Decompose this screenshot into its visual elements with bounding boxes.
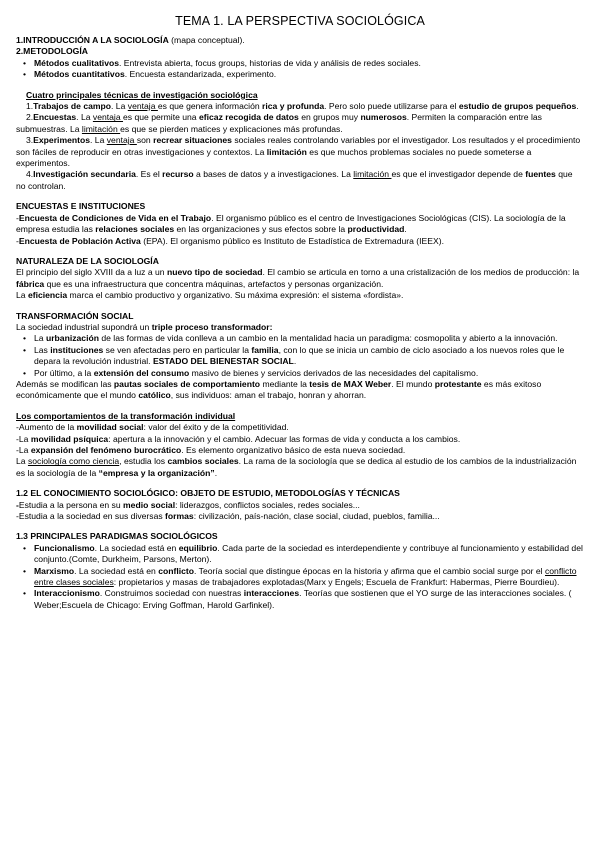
comportamientos-line-2: -La movilidad psíquica: apertura a la innovación y el cambio. Adecuar las formas de vida y conducta a los cambios.: [16, 433, 461, 444]
list-item: • Marxismo. La sociedad está en conflicto. Teoría social que distingue épocas en la historia y afirma que el cambio social surge por el conflicto entre clases sociales: propietarios y masas de trabajadores explotadas(Marx y Engels; Escuela de Frankfurt: Habermas, Pierre Bourdieu).: [34, 566, 584, 589]
naturaleza-p1: El principio del siglo XVIII da a luz a un nuevo tipo de sociedad. El cambio se articula en torno a una cristalización de los medios de producción: la fábrica que es una infraestructura que concentra máquinas, artefactos y personas organización.: [16, 267, 580, 289]
encuestas-line-1: -Encuesta de Condiciones de Vida en el Trabajo. El organismo público es el centro de Investigaciones Sociológicas (CIS). La sociología de la empresa estudia las relaciones sociales en las organizaciones y sus efectos sobre la productividad.: [16, 212, 566, 235]
metodologia-heading: 2.METODOLOGÍA: [16, 46, 88, 57]
tecnica-3: 3.Experimentos. La ventaja son recrear situaciones sociales reales controlando variables por el investigador. Los resultados y el procedimiento son fáciles de reproducir en otras investigaciones y contextos. La limitación es que muchos problemas sociales no puede someterse a experimentos.: [16, 135, 581, 169]
list-item: • La urbanización de las formas de vida conlleva a un cambio en la mentalidad hacia un paradigma: cosmopolita y abierto a la innovación.: [34, 333, 584, 344]
tecnica-1: 1.Trabajos de campo. La ventaja es que genera información rica y profunda. Pero solo puede utilizarse para el estudio de grupos pequeños.: [26, 101, 579, 112]
comportamientos-line-1: -Aumento de la movilidad social: valor del éxito y de la competitividad.: [16, 422, 289, 433]
tecnica-4: 4.Investigación secundaria. Es el recurso a bases de datos y a investigaciones. La limitación es que el investigador depende de fuentes que no controlan.: [16, 169, 573, 191]
document-page: [16, 14, 584, 611]
encuestas-heading: ENCUESTAS E INSTITUCIONES: [16, 201, 146, 212]
list-item: • Por último, a la extensión del consumo masivo de bienes y servicios derivados de las necesidades del capitalismo.: [34, 368, 584, 379]
conocimiento-line-1: -Estudia a la persona en su medio social: liderazgos, conflictos sociales, redes sociales...: [16, 499, 360, 510]
transformacion-heading: TRANSFORMACIÓN SOCIAL: [16, 310, 134, 321]
naturaleza-heading: NATURALEZA DE LA SOCIOLOGÍA: [16, 255, 159, 266]
list-item: • Interaccionismo. Construimos sociedad con nuestras interacciones. Teorías que sostienen que el YO surge de las interacciones sociales. ( Weber;Escuela de Chicago: Erving Goffman, Harold Garfinkel).: [34, 588, 584, 611]
metodologia-list: [16, 58, 584, 81]
naturaleza-p2: La eficiencia marca el cambio productivo y organizativo. Su máxima expresión: el sistema «fordista».: [16, 290, 404, 301]
list-item: • Métodos cuantitativos. Encuesta estandarizada, experimento.: [34, 69, 584, 80]
page-title: TEMA 1. LA PERSPECTIVA SOCIOLÓGICA: [175, 14, 425, 28]
comportamientos-heading: Los comportamientos de la transformación individual: [16, 410, 236, 421]
paradigmas-list: [16, 543, 584, 611]
encuestas-line-2: -Encuesta de Población Activa (EPA). El organismo público es Instituto de Estadística de Extremadura (IEEX).: [16, 235, 444, 246]
comportamientos-line-3: -La expansión del fenómeno burocrático. Es elemento organizativo básico de esta nueva sociedad.: [16, 445, 406, 455]
list-item: • Métodos cualitativos. Entrevista abierta, focus groups, historias de vida y análisis de redes sociales.: [34, 58, 584, 69]
comportamientos-line-4: La sociología como ciencia, estudia los cambios sociales. La rama de la sociología que se dedica al estudio de los cambios de la industrialización es la sociología de la “empresa y la organización”.: [16, 456, 577, 478]
list-item: • Las instituciones se ven afectadas pero en particular la familia, con lo que se inicia un cambio de ciclo asociado a los nuevos roles que le depara la revolución industrial. ESTADO DEL BIENESTAR SOCIAL.: [34, 345, 584, 368]
conocimiento-line-2: -Estudia a la sociedad en sus diversas formas: civilización, país-nación, clase social, ciudad, pueblos, familia...: [16, 511, 440, 522]
intro-label: 1.INTRODUCCIÓN A LA SOCIOLOGÍA: [16, 35, 169, 45]
transformacion-list: [16, 333, 584, 379]
transformacion-lead: La sociedad industrial supondrá un triple proceso transformador:: [16, 321, 273, 332]
tecnica-2: 2.Encuestas. La ventaja es que permite una eficaz recogida de datos en grupos muy numerosos. Permiten la comparación entre las submuestras. La limitación es que se pierden matices y explicaciones más profundas.: [16, 112, 542, 134]
list-item: • Funcionalismo. La sociedad está en equilibrio. Cada parte de la sociedad es interdependiente y contribuye al funcionamiento y estabilidad del conjunto.(Comte, Durkheim, Parsons, Merton).: [34, 543, 584, 566]
tecnicas-heading: Cuatro principales técnicas de investigación sociológica: [26, 89, 258, 100]
transformacion-tail: Además se modifican las pautas sociales de comportamiento mediante la tesis de MAX Weber. El mundo protestante es más exitoso económicamente que el mundo católico, sus individuos: aman el trabajo, honran y ahorran.: [16, 378, 542, 401]
paradigmas-heading: 1.3 PRINCIPALES PARADIGMAS SOCIOLÓGICOS: [16, 531, 218, 542]
intro-line: 1.INTRODUCCIÓN A LA SOCIOLOGÍA (mapa conceptual).: [16, 35, 245, 45]
conocimiento-heading: 1.2 EL CONOCIMIENTO SOCIOLÓGICO: OBJETO DE ESTUDIO, METODOLOGÍAS Y TÉCNICAS: [16, 488, 400, 499]
